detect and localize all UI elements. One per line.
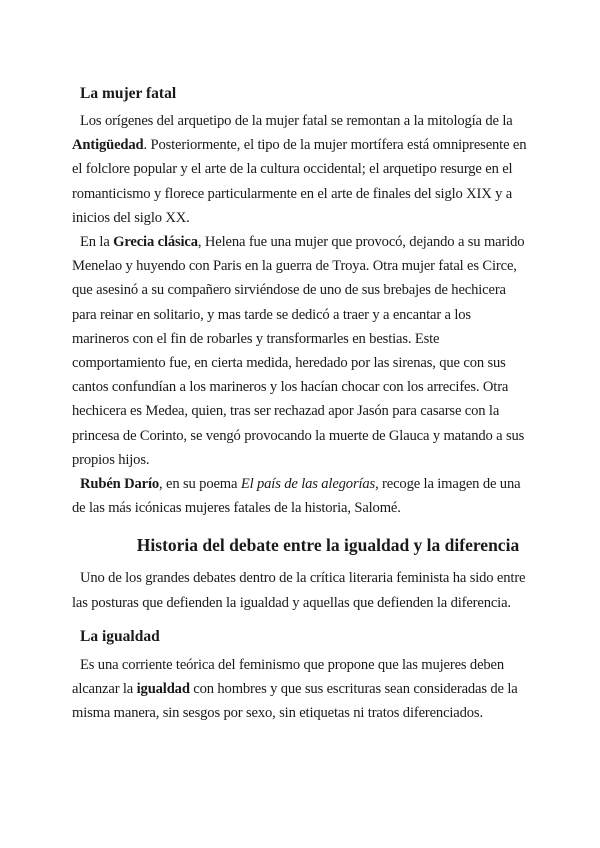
- spacer: [72, 520, 528, 532]
- bold-term-ruben-dario: Rubén Darío: [80, 476, 160, 493]
- paragraph-text: , recoge la imagen de una de las más icónicas mujeres fatales de la historia, Salomé.: [72, 476, 521, 517]
- paragraph-text: Los orígenes del arquetipo de la mujer fatal se remontan a la mitología de la: [80, 113, 513, 129]
- bold-term-grecia-clasica: Grecia clásica: [113, 234, 198, 251]
- paragraph-text: , Helena fue una mujer que provocó, dejando a su marido Menelao y huyendo con Paris en la guerra de Troya. Otra mujer fatal es Circe, que asesinó a su compañero sirviéndose de uno de sus brebajes de hechicera para reinar en solitario, y mas tarde se dedicó a traer y a encantar a los marineros con el fin de robarles y transformarles en bestias. Este comportamiento fue, en cierta medida, heredado por las sirenas, que con sus cantos confundían a los marineros y los hacían chocar con los arrecifes. Otra hechicera es Medea, quien, tras ser rechazad apor Jasón para casarse con la princesa de Corinto, se vengó provocando la muerte de Glauca y matando a sus propios hijos.: [72, 234, 525, 468]
- spacer: [72, 558, 528, 566]
- document-page: [72, 82, 528, 725]
- section-heading-mujer-fatal: La mujer fatal: [80, 85, 177, 102]
- paragraph-text: En la: [80, 234, 114, 251]
- paragraph-debate: Uno de los grandes debates dentro de la crítica literaria feminista ha sido entre las posturas que defienden la igualdad y aquellas que defienden la diferencia.: [72, 570, 526, 611]
- paragraph-text: . Posteriormente, el tipo de la mujer mortífera está omnipresente en el folclore popular y el arte de la cultura occidental; el arquetipo resurge en el romanticismo y florece particularmente en el arte de finales del siglo XIX y a inicios del siglo XX.: [72, 137, 527, 226]
- paragraph-text: con hombres y que sus escrituras sean consideradas de la misma manera, sin sesgos por sexo, sin etiquetas ni tratos diferenciados.: [72, 681, 518, 722]
- bold-term-igualdad: igualdad: [136, 681, 190, 698]
- italic-poem-title: El país de las alegorías: [240, 476, 376, 493]
- paragraph-origenes: [72, 109, 528, 230]
- paragraph-ruben-dario: [72, 472, 528, 520]
- paragraph-grecia: [72, 230, 528, 472]
- paragraph-igualdad: [72, 653, 528, 726]
- section-heading-igualdad: La igualdad: [80, 627, 160, 645]
- spacer: [72, 615, 528, 625]
- section-heading-historia: Historia del debate entre la igualdad y la diferencia: [136, 535, 520, 556]
- paragraph-text: , en su poema: [159, 476, 241, 493]
- bold-term-antiguedad: Antigüedad: [72, 137, 144, 154]
- paragraph-text: Es una corriente teórica del feminismo que propone que las mujeres deben alcanzar la: [72, 656, 505, 698]
